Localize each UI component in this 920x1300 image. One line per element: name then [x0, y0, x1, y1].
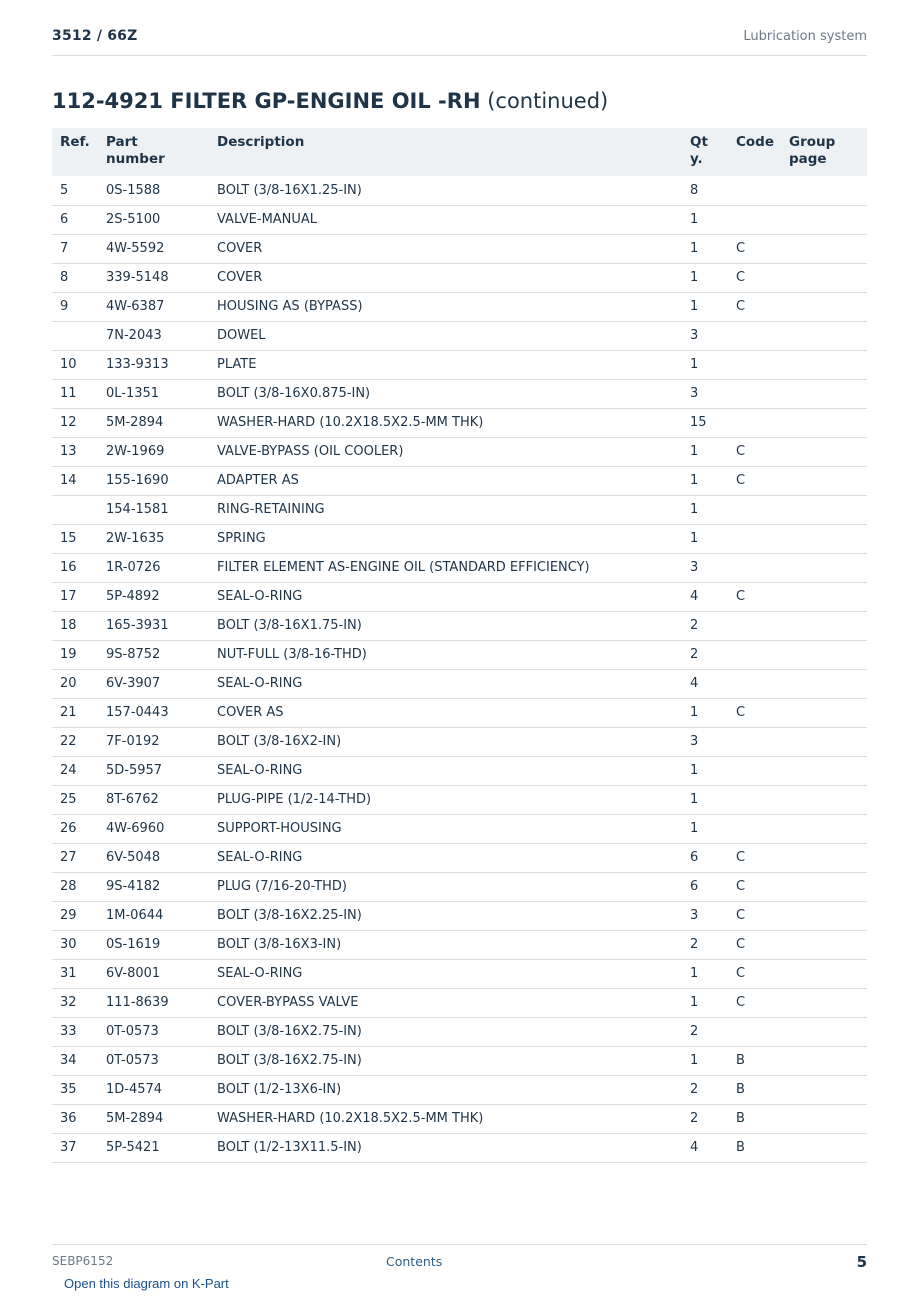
cell-ref: 8: [60, 270, 69, 285]
cell-code: [728, 495, 781, 524]
cell-part-number: 6V-5048: [106, 850, 161, 865]
cell-part-number: 2S-5100: [106, 212, 161, 227]
cell-part-number: 1M-0644: [106, 908, 164, 923]
table-row: [52, 379, 867, 408]
cell-qty: 1: [690, 212, 699, 227]
cell-qty: 1: [690, 995, 699, 1010]
cell-ref: 34: [60, 1053, 77, 1068]
cell-code: [728, 669, 781, 698]
cell-group-page: [781, 640, 867, 669]
cell-part-number: 0T-0573: [106, 1024, 159, 1039]
cell-description: SPRING: [217, 531, 266, 546]
cell-description: COVER AS: [217, 705, 284, 720]
cell-qty: 1: [690, 502, 699, 517]
cell-group-page: [781, 553, 867, 582]
cell-description: HOUSING AS (BYPASS): [217, 299, 363, 314]
cell-code: B: [736, 1053, 745, 1068]
cell-code: C: [736, 937, 746, 952]
cell-code: [728, 785, 781, 814]
cell-part-number: 4W-6387: [106, 299, 165, 314]
cell-group-page: [781, 234, 867, 263]
cell-qty: 4: [690, 676, 699, 691]
cell-qty: 3: [690, 734, 699, 749]
cell-ref: 32: [60, 995, 77, 1010]
cell-group-page: [781, 321, 867, 350]
cell-part-number: 5P-4892: [106, 589, 160, 604]
cell-code: C: [736, 589, 746, 604]
cell-qty: 1: [690, 473, 699, 488]
cell-description: COVER: [217, 270, 263, 285]
cell-qty: 2: [690, 1111, 699, 1126]
cell-group-page: [781, 176, 867, 205]
cell-description: COVER: [217, 241, 263, 256]
page-title-suffix: (continued): [487, 89, 609, 113]
table-row: [52, 756, 867, 785]
cell-part-number: 339-5148: [106, 270, 169, 285]
cell-code: C: [736, 705, 746, 720]
cell-part-number: 154-1581: [106, 502, 169, 517]
cell-qty: 1: [690, 444, 699, 459]
cell-part-number: 9S-8752: [106, 647, 161, 662]
cell-part-number: 7F-0192: [106, 734, 160, 749]
cell-description: PLATE: [217, 357, 257, 372]
cell-qty: 1: [690, 531, 699, 546]
cell-qty: 2: [690, 937, 699, 952]
table-row: [52, 582, 867, 611]
cell-part-number: 5D-5957: [106, 763, 163, 778]
page-title-main: 112-4921 FILTER GP-ENGINE OIL -RH: [52, 89, 481, 113]
cell-code: C: [736, 908, 746, 923]
table-row: [52, 263, 867, 292]
table-row: [52, 437, 867, 466]
cell-qty: 4: [690, 1140, 699, 1155]
cell-ref: 33: [60, 1024, 77, 1039]
cell-group-page: [781, 843, 867, 872]
cell-qty: 1: [690, 270, 699, 285]
cell-code: [728, 350, 781, 379]
table-row: [52, 234, 867, 263]
cell-code: C: [736, 473, 746, 488]
table-row: [52, 350, 867, 379]
cell-description: BOLT (3/8-16X2.25-IN): [217, 908, 362, 923]
cell-ref: [52, 495, 98, 524]
cell-ref: 10: [60, 357, 77, 372]
cell-description: BOLT (3/8-16X0.875-IN): [217, 386, 371, 401]
cell-code: [728, 640, 781, 669]
cell-ref: 16: [60, 560, 77, 575]
table-row: [52, 205, 867, 234]
cell-description: SEAL-O-RING: [217, 676, 303, 691]
column-header-description: Description: [217, 134, 305, 150]
cell-group-page: [781, 930, 867, 959]
cell-code: C: [736, 270, 746, 285]
cell-code: [728, 524, 781, 553]
table-row: [52, 698, 867, 727]
table-row: [52, 1104, 867, 1133]
cell-group-page: [781, 1017, 867, 1046]
cell-group-page: [781, 437, 867, 466]
parts-table-body: [52, 176, 867, 1162]
cell-ref: [52, 321, 98, 350]
table-row: [52, 1133, 867, 1162]
cell-part-number: 5M-2894: [106, 1111, 164, 1126]
cell-qty: 6: [690, 879, 699, 894]
page-footer: [52, 1244, 867, 1271]
cell-description: BOLT (3/8-16X2.75-IN): [217, 1024, 362, 1039]
cell-ref: 24: [60, 763, 77, 778]
document-id: SEBP6152: [52, 1254, 114, 1268]
cell-group-page: [781, 292, 867, 321]
cell-part-number: 9S-4182: [106, 879, 161, 894]
table-row: [52, 959, 867, 988]
column-header-ref: Ref.: [60, 134, 90, 150]
page-header: [52, 28, 867, 56]
cell-qty: 3: [690, 386, 699, 401]
cell-qty: 1: [690, 241, 699, 256]
cell-description: BOLT (1/2-13X6-IN): [217, 1082, 342, 1097]
cell-code: B: [736, 1140, 745, 1155]
cell-ref: 27: [60, 850, 77, 865]
cell-ref: 15: [60, 531, 77, 546]
cell-group-page: [781, 582, 867, 611]
cell-part-number: 1R-0726: [106, 560, 161, 575]
cell-ref: 37: [60, 1140, 77, 1155]
cell-ref: 5: [60, 182, 69, 198]
cell-description: PLUG-PIPE (1/2-14-THD): [217, 792, 372, 807]
cell-code: C: [736, 966, 746, 981]
cell-qty: 1: [690, 299, 699, 314]
cell-ref: 14: [60, 473, 77, 488]
model-label: 3512 / 66Z: [52, 28, 138, 44]
cell-part-number: 157-0443: [106, 705, 169, 720]
cell-ref: 26: [60, 821, 77, 836]
section-label: Lubrication system: [743, 29, 867, 44]
cell-qty: 2: [690, 1024, 699, 1039]
cell-description: DOWEL: [217, 328, 266, 343]
cell-code: C: [736, 879, 746, 894]
cell-group-page: [781, 466, 867, 495]
cell-code: [728, 379, 781, 408]
cell-code: [728, 205, 781, 234]
cell-part-number: 5P-5421: [106, 1140, 160, 1155]
cell-description: BOLT (3/8-16X2.75-IN): [217, 1053, 362, 1068]
cell-qty: 1: [690, 966, 699, 981]
cell-description: SEAL-O-RING: [217, 850, 303, 865]
column-header-qty: Qty.: [690, 134, 708, 167]
cell-part-number: 165-3931: [106, 618, 169, 633]
cell-ref: 13: [60, 444, 77, 459]
cell-code: B: [736, 1082, 745, 1097]
cell-description: RING-RETAINING: [217, 502, 325, 517]
cell-part-number: 2W-1635: [106, 531, 165, 546]
cell-description: NUT-FULL (3/8-16-THD): [217, 647, 367, 662]
cell-group-page: [781, 1104, 867, 1133]
cell-group-page: [781, 263, 867, 292]
cell-description: ADAPTER AS: [217, 473, 299, 488]
cell-code: [728, 727, 781, 756]
cell-description: VALVE-BYPASS (OIL COOLER): [217, 444, 404, 459]
column-header-group-page: Group page: [789, 134, 836, 167]
cell-code: [728, 814, 781, 843]
cell-code: C: [736, 299, 746, 314]
cell-group-page: [781, 756, 867, 785]
table-row: [52, 669, 867, 698]
cell-part-number: 5M-2894: [106, 415, 164, 430]
cell-group-page: [781, 669, 867, 698]
cell-group-page: [781, 1075, 867, 1104]
cell-group-page: [781, 379, 867, 408]
cell-ref: 18: [60, 618, 77, 633]
cell-description: BOLT (1/2-13X11.5-IN): [217, 1140, 362, 1155]
cell-qty: 3: [690, 908, 699, 923]
cell-qty: 1: [690, 792, 699, 807]
cell-part-number: 6V-8001: [106, 966, 161, 981]
cell-description: COVER-BYPASS VALVE: [217, 995, 359, 1010]
cell-part-number: 4W-6960: [106, 821, 165, 836]
cell-description: BOLT (3/8-16X1.25-IN): [217, 182, 362, 198]
cell-group-page: [781, 814, 867, 843]
table-row: [52, 930, 867, 959]
cell-group-page: [781, 1133, 867, 1162]
column-header-code: Code: [736, 134, 775, 150]
table-row: [52, 785, 867, 814]
cell-ref: 30: [60, 937, 77, 952]
cell-code: [728, 408, 781, 437]
cell-part-number: 133-9313: [106, 357, 169, 372]
cell-description: VALVE-MANUAL: [217, 212, 318, 227]
cell-description: SEAL-O-RING: [217, 966, 303, 981]
cell-description: BOLT (3/8-16X3-IN): [217, 937, 342, 952]
cell-part-number: 155-1690: [106, 473, 169, 488]
table-row: [52, 524, 867, 553]
cell-ref: 29: [60, 908, 77, 923]
table-row: [52, 901, 867, 930]
parts-table-header: [52, 128, 867, 176]
cell-code: [728, 176, 781, 205]
cell-code: C: [736, 850, 746, 865]
table-row: [52, 1017, 867, 1046]
parts-table: [52, 128, 867, 1163]
cell-ref: 28: [60, 879, 77, 894]
cell-group-page: [781, 495, 867, 524]
cell-qty: 4: [690, 589, 699, 604]
cell-qty: 3: [690, 560, 699, 575]
cell-group-page: [781, 872, 867, 901]
cell-part-number: 4W-5592: [106, 241, 165, 256]
cell-group-page: [781, 901, 867, 930]
table-row: [52, 321, 867, 350]
cell-description: SEAL-O-RING: [217, 589, 303, 604]
table-row: [52, 176, 867, 205]
contents-link[interactable]: Contents: [386, 1254, 443, 1269]
cell-part-number: 111-8639: [106, 995, 169, 1010]
cell-part-number: 8T-6762: [106, 792, 159, 807]
cell-ref: 7: [60, 241, 69, 256]
cell-group-page: [781, 988, 867, 1017]
cell-group-page: [781, 785, 867, 814]
cell-ref: 12: [60, 415, 77, 430]
table-row: [52, 553, 867, 582]
table-row: [52, 727, 867, 756]
cell-description: WASHER-HARD (10.2X18.5X2.5-MM THK): [217, 1111, 484, 1126]
table-row: [52, 814, 867, 843]
cell-part-number: 7N-2043: [106, 328, 162, 343]
cell-description: WASHER-HARD (10.2X18.5X2.5-MM THK): [217, 415, 484, 430]
cell-description: BOLT (3/8-16X2-IN): [217, 734, 342, 749]
table-row: [52, 640, 867, 669]
cell-group-page: [781, 408, 867, 437]
cell-qty: 1: [690, 763, 699, 778]
cell-code: C: [736, 444, 746, 459]
cell-description: SUPPORT-HOUSING: [217, 821, 342, 836]
cell-part-number: 1D-4574: [106, 1082, 163, 1097]
cell-code: [728, 553, 781, 582]
cell-part-number: 0L-1351: [106, 386, 160, 401]
cell-ref: 19: [60, 647, 77, 662]
cell-description: PLUG (7/16-20-THD): [217, 879, 347, 894]
cell-ref: 22: [60, 734, 77, 749]
cell-qty: 1: [690, 705, 699, 720]
cell-description: FILTER ELEMENT AS-ENGINE OIL (STANDARD EFFICIENCY): [217, 560, 590, 575]
cell-part-number: 2W-1969: [106, 444, 165, 459]
cell-part-number: 6V-3907: [106, 676, 161, 691]
cell-ref: 17: [60, 589, 77, 604]
cell-ref: 6: [60, 212, 69, 227]
cell-ref: 36: [60, 1111, 77, 1126]
cell-qty: 8: [690, 182, 699, 198]
cell-description: SEAL-O-RING: [217, 763, 303, 778]
page-number: 5: [856, 1253, 867, 1271]
cell-group-page: [781, 698, 867, 727]
cell-qty: 3: [690, 328, 699, 343]
cell-code: [728, 756, 781, 785]
cell-group-page: [781, 611, 867, 640]
cell-ref: 25: [60, 792, 77, 807]
cell-qty: 1: [690, 821, 699, 836]
table-row: [52, 466, 867, 495]
cell-code: C: [736, 995, 746, 1010]
cell-group-page: [781, 1046, 867, 1075]
cell-code: [728, 321, 781, 350]
cell-part-number: 0S-1619: [106, 937, 161, 952]
cell-qty: 1: [690, 1053, 699, 1068]
table-row: [52, 611, 867, 640]
cell-ref: 31: [60, 966, 77, 981]
cell-part-number: 0S-1588: [106, 182, 161, 198]
cell-qty: 2: [690, 647, 699, 662]
cell-qty: 1: [690, 357, 699, 372]
cell-qty: 15: [690, 415, 707, 430]
table-row: [52, 408, 867, 437]
cell-group-page: [781, 524, 867, 553]
kpart-diagram-link[interactable]: Open this diagram on K-Part: [64, 1276, 229, 1291]
cell-group-page: [781, 727, 867, 756]
cell-group-page: [781, 205, 867, 234]
cell-ref: 9: [60, 299, 69, 314]
table-row: [52, 843, 867, 872]
cell-code: [728, 611, 781, 640]
page-title: [52, 89, 867, 113]
table-row: [52, 872, 867, 901]
cell-ref: 21: [60, 705, 77, 720]
cell-code: C: [736, 241, 746, 256]
table-row: [52, 988, 867, 1017]
cell-qty: 2: [690, 1082, 699, 1097]
cell-code: [728, 1017, 781, 1046]
table-row: [52, 1046, 867, 1075]
cell-qty: 2: [690, 618, 699, 633]
cell-ref: 11: [60, 386, 77, 401]
cell-qty: 6: [690, 850, 699, 865]
table-row: [52, 1075, 867, 1104]
table-row: [52, 292, 867, 321]
cell-code: B: [736, 1111, 745, 1126]
cell-group-page: [781, 350, 867, 379]
column-header-part-number: Part number: [106, 134, 165, 167]
cell-group-page: [781, 959, 867, 988]
cell-ref: 20: [60, 676, 77, 691]
cell-description: BOLT (3/8-16X1.75-IN): [217, 618, 362, 633]
cell-ref: 35: [60, 1082, 77, 1097]
cell-part-number: 0T-0573: [106, 1053, 159, 1068]
table-row: [52, 495, 867, 524]
